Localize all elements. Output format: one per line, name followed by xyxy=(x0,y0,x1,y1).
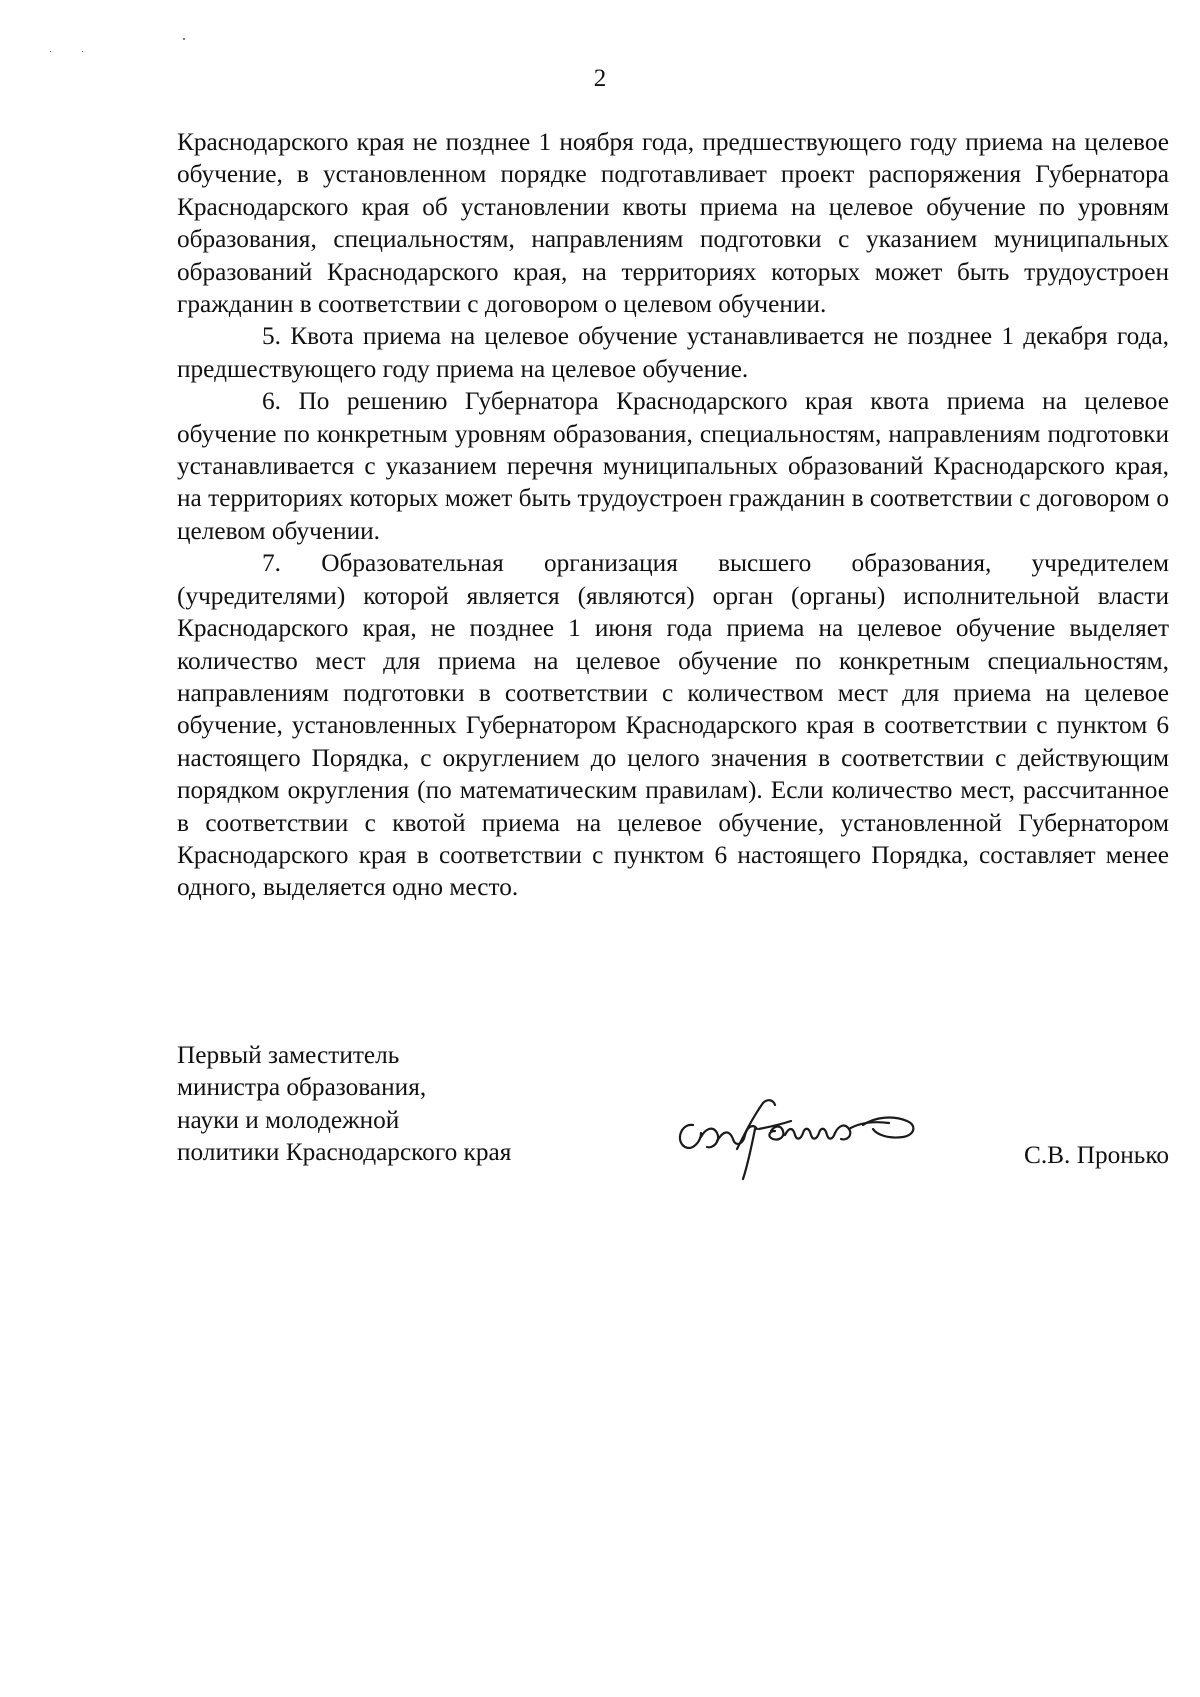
paragraph-continuation: Краснодарского края не позднее 1 ноября года, предшествующего году приема на целевое обучение, в установленном порядке подготавливает проект распоряжения Губернатора Краснодарского края об установлении квоты приема на целевое обучение по уровням образования, специальностям, направлениям подготовки с указанием муниципальных образований Краснодарского края, на территориях которых может быть трудоустроен гражданин в соответствии с договором о целевом обучении. xyxy=(177,128,1169,319)
page-number: 2 xyxy=(593,65,607,92)
signer-name: С.В. Пронько xyxy=(1023,1141,1169,1169)
paragraph-item-5: 5. Квота приема на целевое обучение устанавливается не позднее 1 декабря года, предшествующего году приема на целевое обучение. xyxy=(177,322,1169,383)
scan-artifact xyxy=(82,51,83,52)
signer-position-line: политики Краснодарского края xyxy=(177,1137,512,1166)
signer-position-line: Первый заместитель xyxy=(177,1041,400,1069)
paragraph-item-6: 6. По решению Губернатора Краснодарского края квота приема на целевое обучение по конкретным уровням образования, специальностям, направлениям подготовки устанавливается с указанием перечня муниципальных образований Краснодарского края, на территориях которых может быть трудоустроен гражданин в соответствии с договором о целевом обучении. xyxy=(177,387,1169,545)
paragraph-item-7: 7. Образовательная организация высшего образования, учредителем (учредителями) которой является (являются) орган (органы) исполнительной власти Краснодарского края, не позднее 1 июня года приема на целевое обучение выделяет количество мест для приема на целевое обучение по конкретным специальностям, направлениям подготовки в соответствии с количеством мест для приема на целевое обучение, установленных Губернатором Краснодарского края в соответствии с пунктом 6 настоящего Порядка, с округлением до целого значения в соответствии с действующим порядком округления (по математическим правилам). Если количество мест, рассчитанное в соответствии с квотой приема на целевое обучение, установленной Губернатором Краснодарского края в соответствии с пунктом 6 настоящего Порядка, составляет менее одного, выделяется одно место. xyxy=(177,549,1169,902)
document-body xyxy=(177,126,1169,904)
signature-block xyxy=(177,1039,1169,1189)
signer-position xyxy=(177,1039,511,1168)
handwritten-signature xyxy=(667,1089,927,1184)
signer-position-line: министра образования, xyxy=(177,1073,427,1102)
scan-artifact xyxy=(50,51,51,52)
scan-artifact xyxy=(183,38,185,40)
signer-position-line: науки и молодежной xyxy=(177,1105,400,1134)
